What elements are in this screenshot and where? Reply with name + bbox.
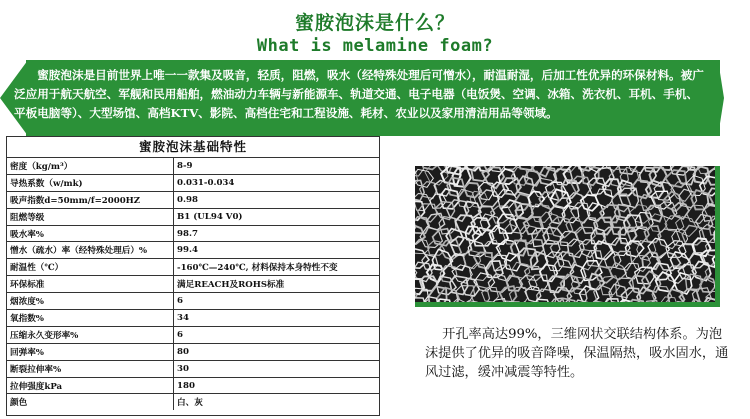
table-row [7,191,379,208]
property-value: 98.7 [174,225,380,242]
property-name: 回弹率% [7,343,174,360]
property-value: 0.98 [174,191,380,208]
property-value: 8-9 [174,158,380,174]
table-title: 蜜胺泡沫基础特性 [7,137,379,158]
property-value: 0.031-0.034 [174,174,380,191]
property-name: 断裂拉伸率% [7,360,174,377]
property-name: 压缩永久变形率% [7,326,174,343]
table-row [7,225,379,242]
property-name: 阻燃等级 [7,208,174,225]
property-name: 氧指数% [7,310,174,327]
property-value: B1 (UL94 V0) [174,208,380,225]
property-name: 耐温性（℃） [7,259,174,276]
property-value: 满足REACH及ROHS标准 [174,276,380,293]
foam-photo [415,166,720,307]
table-row [7,343,379,360]
property-value: 180 [174,377,380,394]
intro-banner [0,60,724,136]
foam-microstructure-image [415,166,715,302]
table-row [7,208,379,225]
intro-text: 蜜胺泡沫是目前世界上唯一一款集及吸音，轻质，阻燃，吸水（经特殊处理后可憎水），耐温耐湿，后加工性优异的环保材料。被广泛应用于航天航空、军舰和民用船舶，燃油动力车辆与新能源车、轨道交通、电子电器（电饭煲、空调、冰箱、洗衣机、耳机、手机、平板电脑等）、大型场馆、高档KTV、影院、高档住宅和工程设施、耗材、农业以及家用清洁用品等领域。 [14,68,704,120]
table-row [7,310,379,327]
property-name: 吸水率% [7,225,174,242]
table-row [7,293,379,310]
table-row [7,174,379,191]
table-row [7,377,379,394]
property-value: 30 [174,360,380,377]
property-name: 吸声指数d=50mm/f=2000HZ [7,191,174,208]
property-value: 6 [174,326,380,343]
structure-description: 开孔率高达99%，三维网状交联结构体系。为泡沫提供了优异的吸音降噪，保温隔热，吸水固水，通风过滤，缓冲减震等特性。 [425,327,729,380]
property-value: 34 [174,310,380,327]
property-value: -160℃—240℃, 材料保持本身特性不变 [174,259,380,276]
page-subtitle: What is melamine foam? [256,36,494,56]
property-value: 白、灰 [177,398,203,409]
property-name: 环保标准 [7,276,174,293]
property-value: 80 [174,343,380,360]
property-name: 导热系数（w/mk) [7,174,174,191]
banner-right-edge [718,60,724,136]
property-value: 6 [174,293,380,310]
table-row [7,394,379,410]
property-name: 密度（kg/m³） [7,158,174,174]
table-row [7,158,379,174]
property-name: 憎水（疏水）率（经特殊处理后）% [7,242,174,259]
page-title: 蜜胺泡沫是什么？ [294,12,455,34]
property-name: 颜色 [7,394,174,410]
property-name: 拉伸强度kPa [7,377,174,394]
properties-grid [7,158,379,410]
table-row [7,242,379,259]
table-row [7,360,379,377]
table-row [7,276,379,293]
property-name: 烟浓度% [7,293,174,310]
properties-table [6,136,380,416]
table-row [7,326,379,343]
property-value: 99.4 [174,242,380,259]
table-row [7,259,379,276]
